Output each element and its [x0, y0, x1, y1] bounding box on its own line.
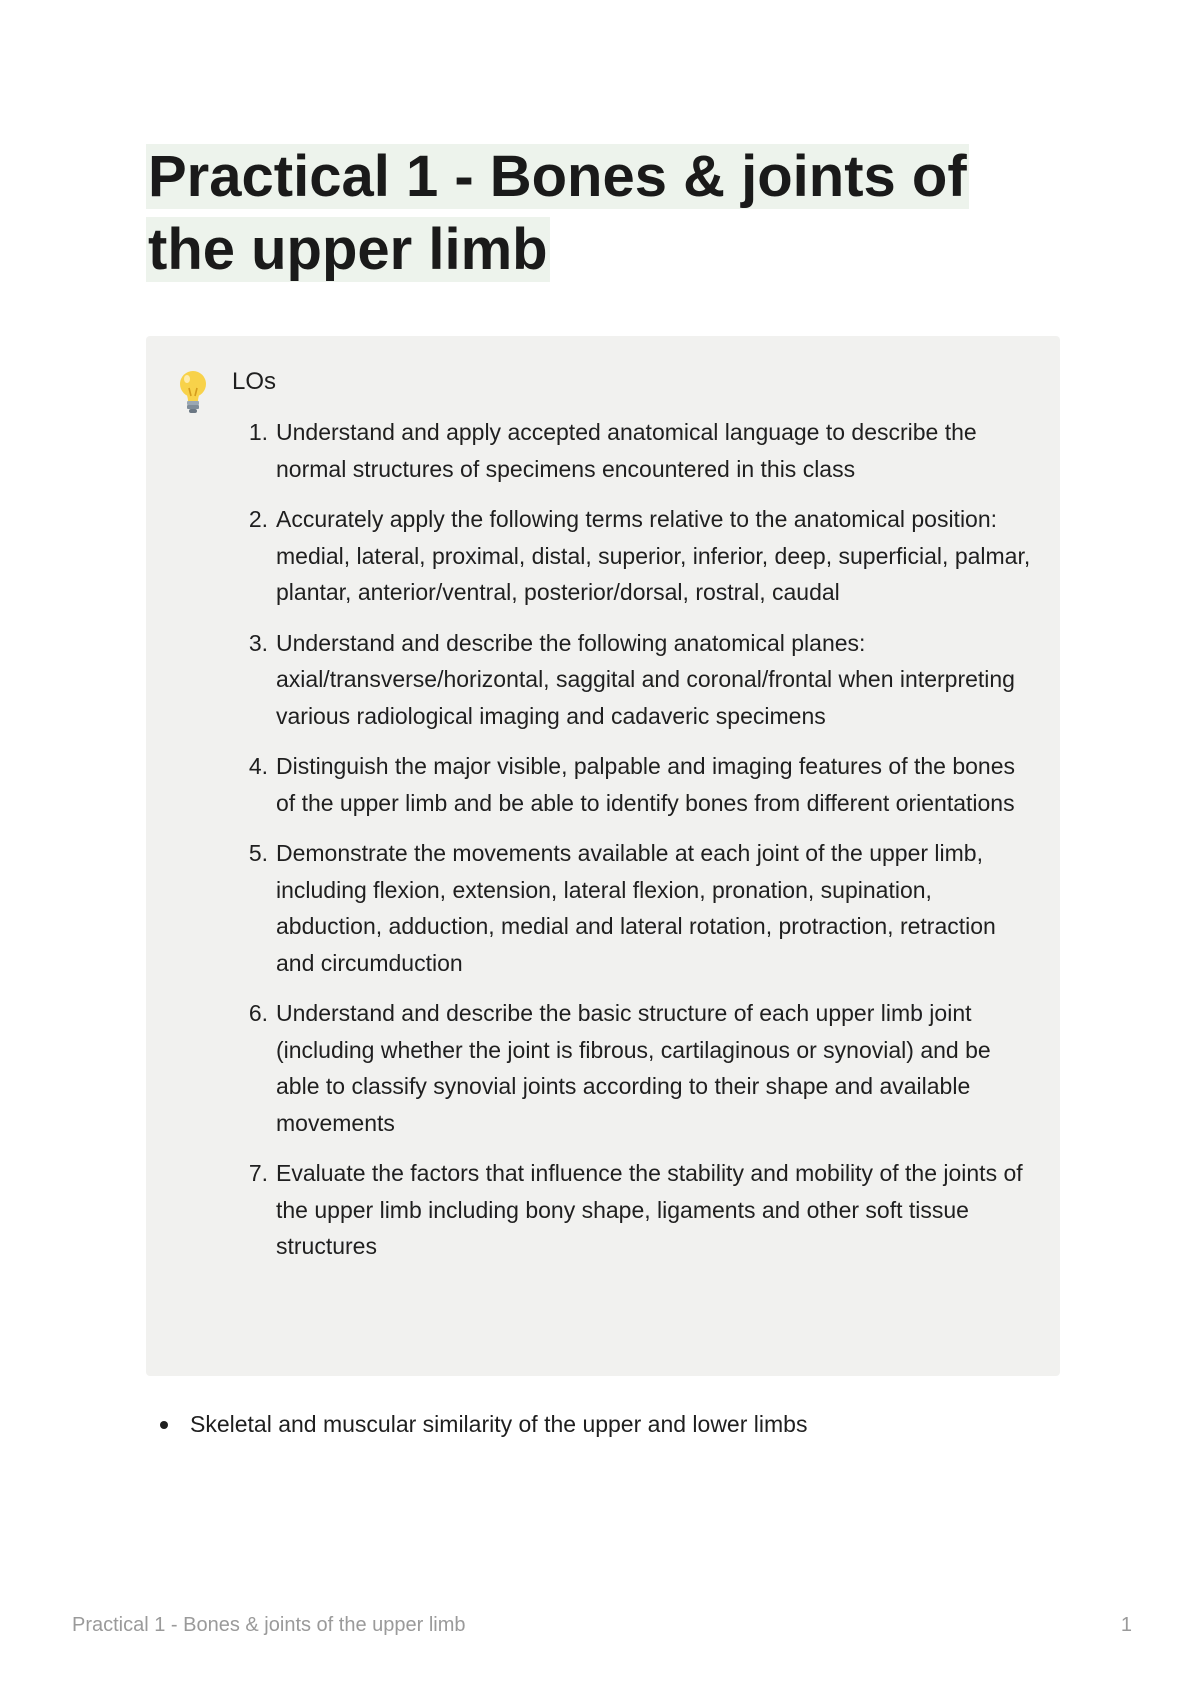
list-item — [232, 748, 1032, 821]
list-item-text: Accurately apply the following terms relative to the anatomical position: medial, lateral, proximal, distal, superior, inferior, deep, superficial, palmar, plantar, anterior/ventral, posterior/dorsal, rostral, caudal — [276, 506, 1031, 605]
list-item — [232, 625, 1032, 735]
list-item — [232, 995, 1032, 1141]
footer-page-number: 1 — [1120, 1614, 1132, 1636]
bullet-list — [160, 1406, 807, 1442]
bullet-item — [160, 1406, 807, 1442]
list-item — [232, 1155, 1032, 1265]
list-item-number: 1 . — [232, 414, 268, 451]
list-item-number: 4 . — [232, 748, 268, 785]
learning-objectives-list — [232, 414, 1032, 1279]
list-item-number: 6 . — [232, 995, 268, 1032]
page-title — [146, 140, 1026, 286]
list-item — [232, 414, 1032, 487]
list-item-number: 3 . — [232, 625, 268, 662]
list-item-number: 7 . — [232, 1155, 268, 1192]
bullet-item-text: Skeletal and muscular similarity of the upper and lower limbs — [190, 1411, 808, 1437]
list-item-text: Demonstrate the movements available at each joint of the upper limb, including flexion, extension, lateral flexion, pronation, supination, abduction, adduction, medial and lateral rotation, protraction, retraction and circumduction — [276, 840, 996, 976]
list-item-number: 5 . — [232, 835, 268, 872]
list-item-number: 2 . — [232, 501, 268, 538]
bullet-dot-icon — [160, 1421, 168, 1429]
list-item-text: Understand and describe the basic structure of each upper limb joint (including whether the joint is fibrous, cartilaginous or synovial) and be able to classify synovial joints according to their shape and available movements — [276, 1000, 991, 1136]
lightbulb-icon — [176, 368, 210, 416]
list-item — [232, 835, 1032, 981]
list-item-text: Understand and describe the following anatomical planes: axial/transverse/horizontal, saggital and coronal/frontal when interpreting various radiological imaging and cadaveric specimens — [276, 629, 1015, 729]
page-title-text: Practical 1 - Bones & joints of the upper limb — [148, 144, 967, 282]
list-item-text: Evaluate the factors that influence the stability and mobility of the joints of the upper limb including bony shape, ligaments and other soft tissue structures — [276, 1160, 1023, 1259]
list-item — [232, 501, 1032, 611]
list-item-text: Understand and apply accepted anatomical language to describe the normal structures of specimens encountered in this class — [276, 419, 977, 482]
list-item-text: Distinguish the major visible, palpable and imaging features of the bones of the upper limb and be able to identify bones from different orientations — [276, 753, 1015, 816]
los-callout — [146, 336, 1060, 1376]
footer-title: Practical 1 - Bones & joints of the upper limb — [72, 1614, 466, 1636]
callout-title: LOs — [232, 368, 277, 395]
